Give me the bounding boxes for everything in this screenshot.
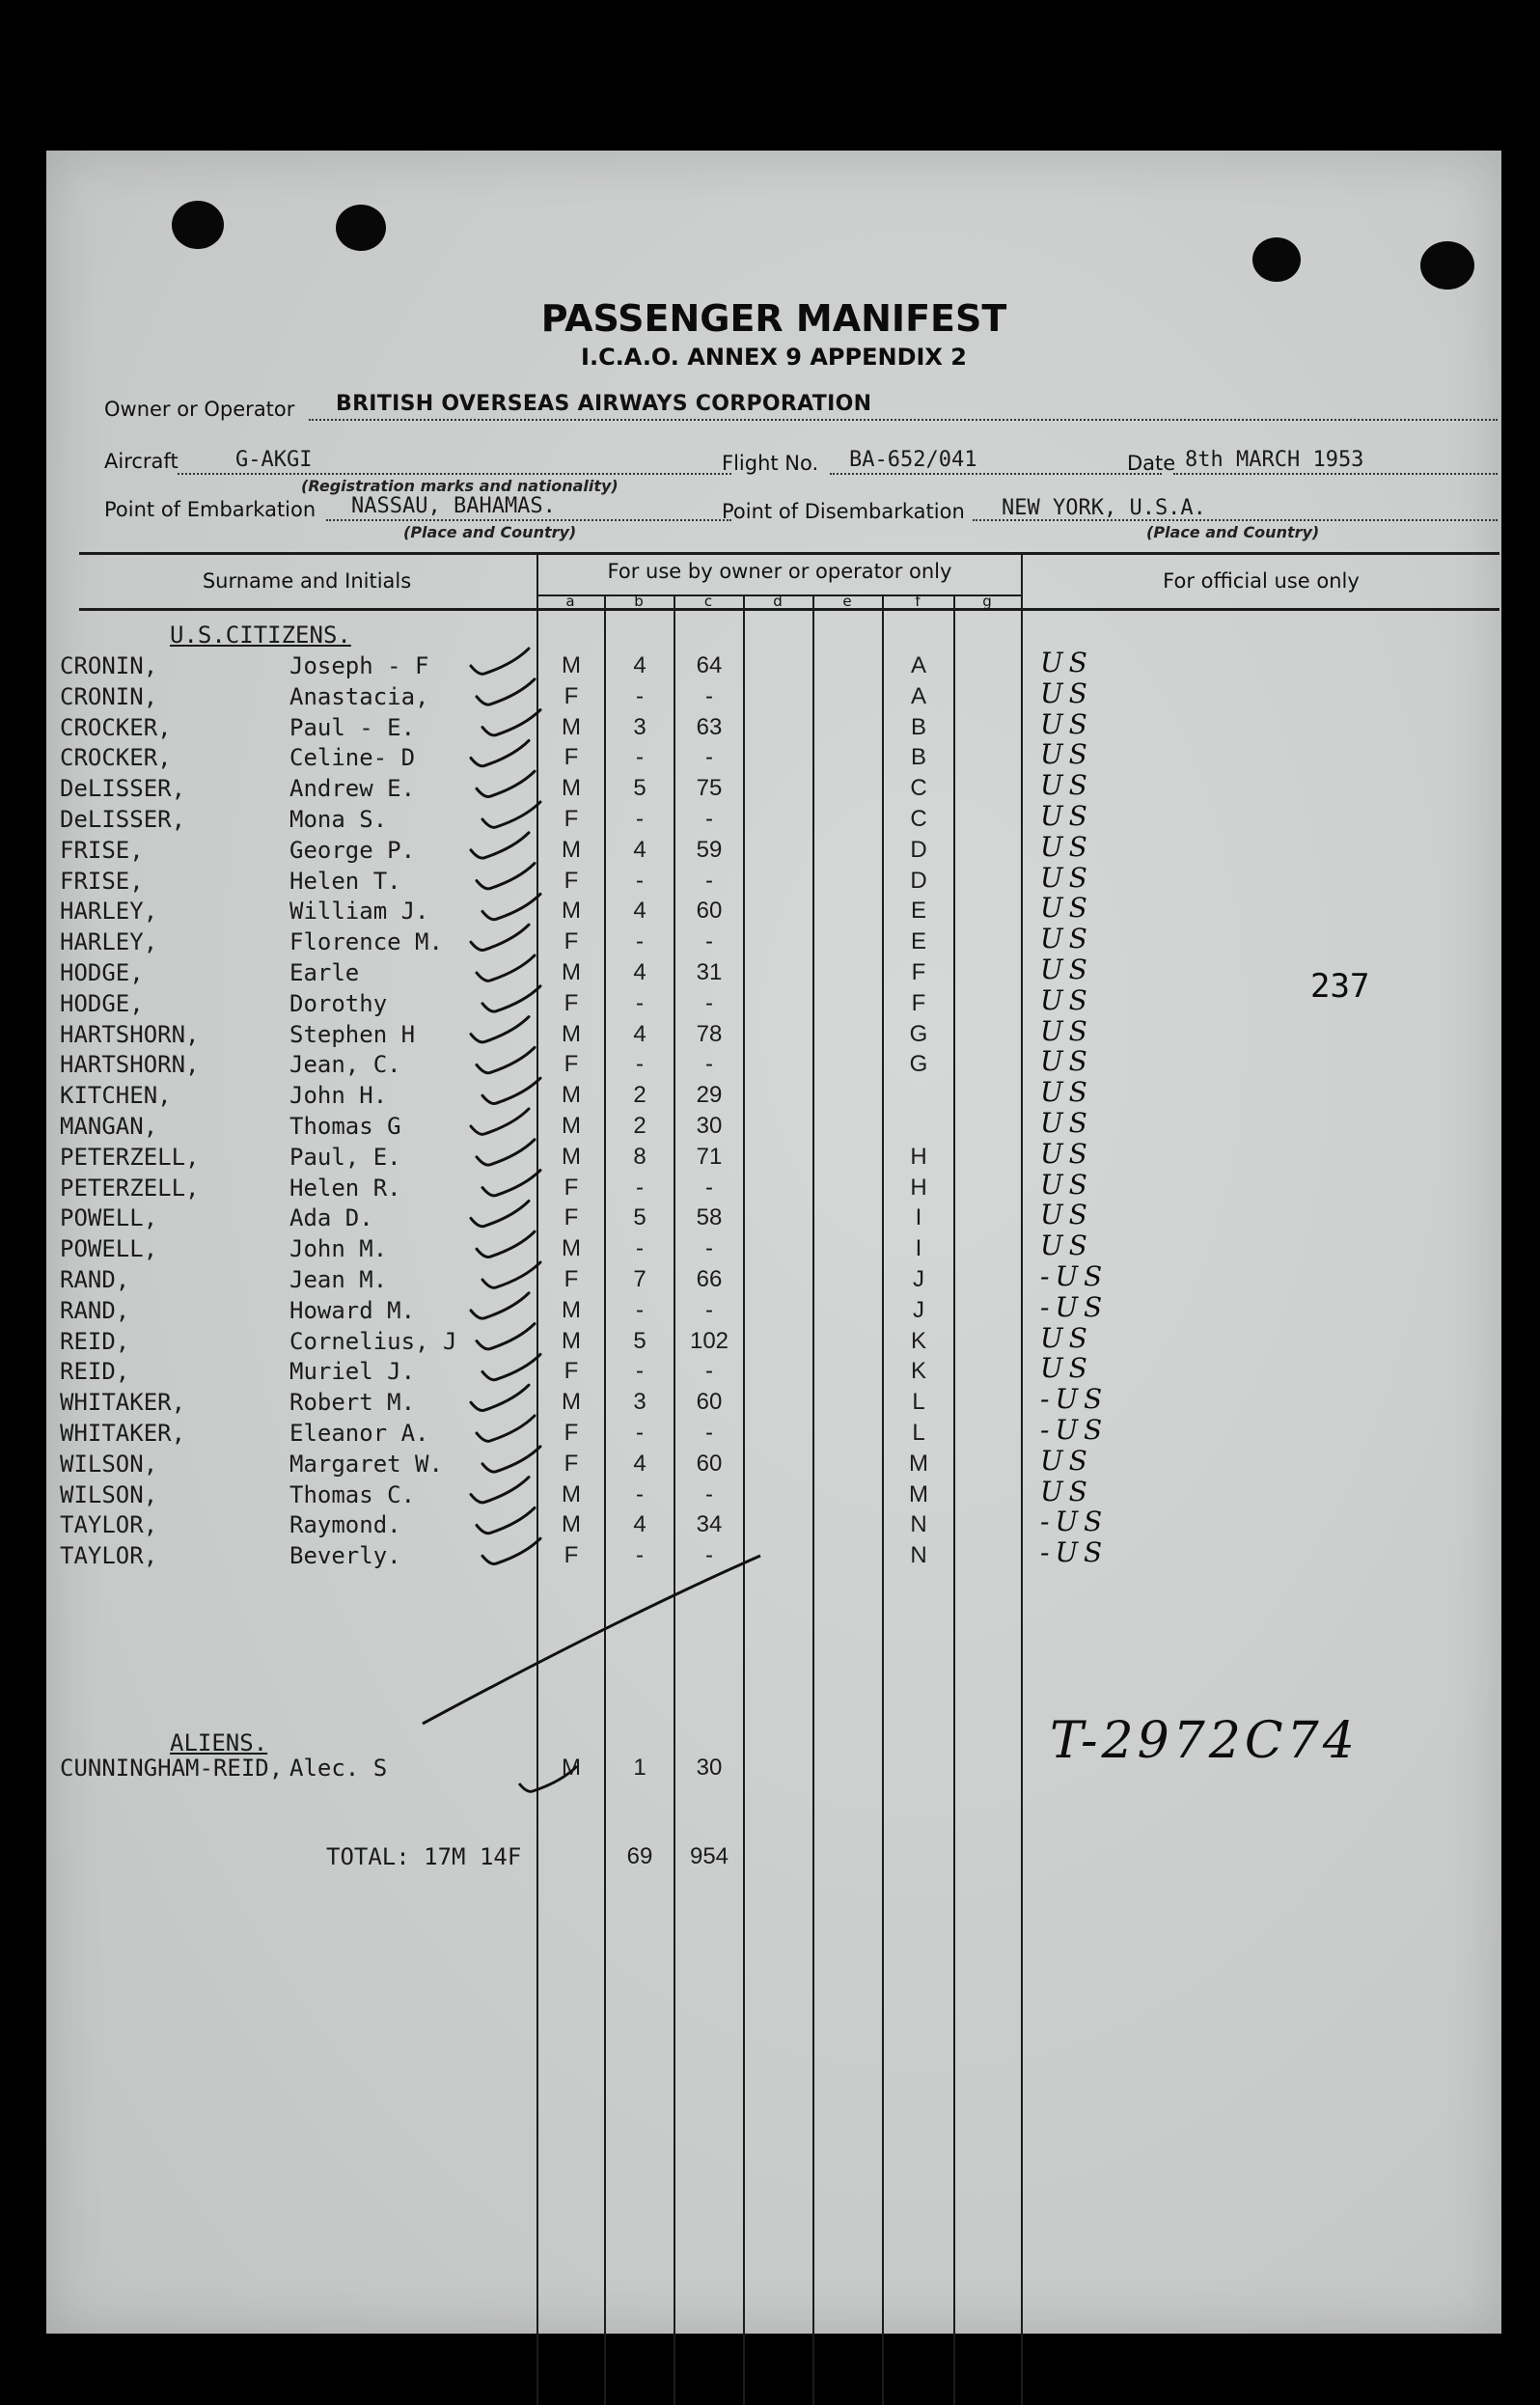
cell-given: Alec. S bbox=[289, 1755, 388, 1782]
tick-mark bbox=[477, 1231, 535, 1257]
cell-b: - bbox=[636, 1235, 644, 1262]
cell-a: F bbox=[564, 1542, 579, 1569]
tick-mark bbox=[471, 1017, 529, 1042]
cell-b: 5 bbox=[633, 1327, 646, 1354]
cell-c: 34 bbox=[696, 1511, 723, 1538]
cell-a: M bbox=[562, 1143, 581, 1170]
cell-surname: WILSON, bbox=[60, 1480, 158, 1508]
cell-official: US bbox=[1040, 923, 1093, 955]
document-title: PASSENGER MANIFEST bbox=[540, 297, 1007, 340]
disembark-note: (Place and Country) bbox=[1146, 523, 1320, 541]
date-label: Date bbox=[1127, 452, 1176, 475]
cell-given: George P. bbox=[289, 836, 416, 864]
cell-surname: HODGE, bbox=[60, 959, 144, 986]
cell-c: 29 bbox=[696, 1082, 723, 1109]
cell-given: John M. bbox=[289, 1235, 388, 1263]
cell-surname: HARLEY, bbox=[60, 898, 158, 926]
cell-surname: PETERZELL, bbox=[60, 1174, 200, 1202]
cell-a: F bbox=[564, 867, 579, 894]
strike-slash bbox=[423, 1556, 760, 1724]
cell-a: M bbox=[562, 1389, 581, 1416]
cell-b: - bbox=[636, 989, 644, 1016]
cell-f: D bbox=[910, 867, 927, 894]
subcol-b: b bbox=[634, 593, 644, 610]
cell-b: - bbox=[636, 806, 644, 832]
cell-official: US bbox=[1040, 647, 1093, 678]
cell-surname: PETERZELL, bbox=[60, 1143, 200, 1171]
cell-b: 5 bbox=[633, 1204, 646, 1231]
tick-mark bbox=[477, 1507, 535, 1533]
cell-c: - bbox=[705, 1358, 713, 1385]
cell-b: - bbox=[636, 682, 644, 709]
cell-official: -US bbox=[1040, 1414, 1109, 1446]
cell-surname: CRONIN, bbox=[60, 682, 158, 710]
cell-official: US bbox=[1040, 861, 1093, 894]
cell-f: B bbox=[910, 713, 926, 740]
cell-a: M bbox=[562, 1755, 581, 1781]
manifest-sheet bbox=[46, 151, 1501, 2334]
cell-given: Florence M. bbox=[289, 928, 443, 956]
cell-a: F bbox=[564, 1420, 579, 1446]
tick-mark bbox=[482, 802, 540, 827]
tick-mark bbox=[471, 1201, 529, 1226]
tick-mark bbox=[477, 1324, 535, 1349]
cell-surname: MANGAN, bbox=[60, 1113, 158, 1140]
cell-c: 31 bbox=[696, 959, 723, 985]
group-aliens-heading: ALIENS. bbox=[170, 1729, 268, 1756]
cell-f: M bbox=[909, 1480, 928, 1507]
cell-a: F bbox=[564, 744, 579, 771]
cell-c: - bbox=[705, 1420, 713, 1446]
tick-mark bbox=[477, 864, 535, 889]
subcol-c: c bbox=[703, 593, 713, 610]
cell-a: M bbox=[562, 1082, 581, 1109]
cell-official: US bbox=[1040, 1230, 1093, 1262]
cell-surname: WHITAKER, bbox=[60, 1420, 186, 1447]
cell-a: M bbox=[562, 1235, 581, 1262]
cell-given: Helen T. bbox=[289, 867, 401, 895]
cell-b: - bbox=[636, 1174, 644, 1201]
cell-given: Eleanor A. bbox=[289, 1420, 429, 1447]
cell-surname: HARLEY, bbox=[60, 928, 158, 956]
cell-c: 30 bbox=[696, 1755, 723, 1781]
cell-surname: WILSON, bbox=[60, 1450, 158, 1478]
cell-a: M bbox=[562, 1113, 581, 1139]
cell-f: G bbox=[909, 1051, 928, 1078]
cell-b: 2 bbox=[633, 1082, 646, 1109]
cell-f: B bbox=[910, 744, 926, 771]
cell-b: 5 bbox=[633, 775, 646, 802]
tick-mark bbox=[477, 955, 535, 981]
aircraft-value: G-AKGI bbox=[235, 448, 313, 472]
cell-c: 66 bbox=[696, 1266, 723, 1292]
cell-given: John H. bbox=[289, 1082, 388, 1110]
cell-c: - bbox=[705, 744, 713, 771]
cell-official: US bbox=[1040, 830, 1093, 863]
cell-official: -US bbox=[1040, 1383, 1109, 1416]
cell-a: F bbox=[564, 1204, 579, 1231]
cell-given: Andrew E. bbox=[289, 775, 416, 803]
cell-given: Dorothy bbox=[289, 989, 388, 1017]
cell-f: D bbox=[910, 836, 927, 863]
cell-a: F bbox=[564, 989, 579, 1016]
cell-a: F bbox=[564, 1450, 579, 1477]
embark-note: (Place and Country) bbox=[403, 523, 577, 541]
ink-marks bbox=[46, 151, 1501, 2334]
cell-given: Raymond. bbox=[289, 1511, 401, 1539]
cell-surname: HARTSHORN, bbox=[60, 1020, 200, 1048]
cell-b: - bbox=[636, 744, 644, 771]
cell-a: M bbox=[562, 959, 581, 985]
cell-c: - bbox=[705, 1235, 713, 1262]
cell-c: - bbox=[705, 1296, 713, 1323]
cell-b: 4 bbox=[633, 1511, 646, 1538]
cell-a: F bbox=[564, 1174, 579, 1201]
cell-surname: REID, bbox=[60, 1358, 130, 1386]
cell-b: - bbox=[636, 1542, 644, 1569]
cell-c: - bbox=[705, 1174, 713, 1201]
cell-surname: CRONIN, bbox=[60, 652, 158, 679]
aircraft-label: Aircraft bbox=[104, 450, 179, 473]
cell-given: Jean M. bbox=[289, 1266, 388, 1293]
cell-surname: CROCKER, bbox=[60, 713, 172, 741]
owner-value: BRITISH OVERSEAS AIRWAYS CORPORATION bbox=[336, 392, 872, 416]
cell-c: 71 bbox=[696, 1143, 723, 1170]
cell-f: I bbox=[915, 1204, 922, 1231]
cell-b: - bbox=[636, 867, 644, 894]
cell-b: 4 bbox=[633, 898, 646, 925]
cell-f: F bbox=[911, 989, 926, 1016]
cell-surname: POWELL, bbox=[60, 1235, 158, 1263]
cell-c: - bbox=[705, 1542, 713, 1569]
cell-given: Ada D. bbox=[289, 1204, 373, 1232]
cell-c: - bbox=[705, 1051, 713, 1078]
cell-c: 60 bbox=[696, 1450, 723, 1477]
tick-mark bbox=[519, 1766, 577, 1791]
cell-surname: FRISE, bbox=[60, 867, 144, 895]
cell-b: 3 bbox=[633, 1389, 646, 1416]
cell-a: M bbox=[562, 1511, 581, 1538]
cell-given: Cornelius, J bbox=[289, 1327, 457, 1355]
cell-a: M bbox=[562, 836, 581, 863]
cell-f: I bbox=[915, 1235, 922, 1262]
cell-official: -US bbox=[1040, 1290, 1109, 1323]
cell-given: Joseph - F bbox=[289, 652, 429, 679]
cell-official: US bbox=[1040, 1076, 1093, 1109]
cell-b: - bbox=[636, 1420, 644, 1446]
cell-b: 4 bbox=[633, 1020, 646, 1047]
cell-surname: POWELL, bbox=[60, 1204, 158, 1232]
cell-f: K bbox=[910, 1327, 926, 1354]
tick-mark bbox=[471, 649, 529, 674]
cell-b: 2 bbox=[633, 1113, 646, 1139]
cell-official: US bbox=[1040, 1107, 1093, 1139]
page-number: 237 bbox=[1310, 967, 1370, 1006]
cell-f: E bbox=[910, 928, 926, 955]
col-header-surname: Surname and Initials bbox=[202, 569, 412, 593]
cell-official: US bbox=[1040, 983, 1093, 1016]
tick-mark bbox=[471, 1293, 529, 1318]
tick-mark bbox=[482, 1538, 540, 1563]
cell-a: M bbox=[562, 713, 581, 740]
cell-f: A bbox=[910, 652, 926, 678]
cell-given: William J. bbox=[289, 898, 429, 926]
cell-surname: WHITAKER, bbox=[60, 1389, 186, 1417]
col-header-operator: For use by owner or operator only bbox=[607, 560, 952, 583]
tick-mark bbox=[477, 1140, 535, 1165]
cell-f: C bbox=[910, 806, 927, 832]
subcol-g: g bbox=[982, 593, 992, 610]
cell-c: 59 bbox=[696, 836, 723, 863]
flight-label: Flight No. bbox=[722, 452, 819, 475]
cell-a: F bbox=[564, 1358, 579, 1385]
cell-b: 8 bbox=[633, 1143, 646, 1170]
cell-c: 64 bbox=[696, 652, 723, 678]
tick-mark bbox=[471, 1478, 529, 1503]
tick-mark bbox=[477, 1047, 535, 1072]
cell-a: M bbox=[562, 1020, 581, 1047]
cell-b: - bbox=[636, 1296, 644, 1323]
tick-mark bbox=[477, 679, 535, 705]
flight-value: BA-652/041 bbox=[849, 448, 977, 472]
cell-given: Muriel J. bbox=[289, 1358, 416, 1386]
cell-official: US bbox=[1040, 1199, 1093, 1231]
cell-f: G bbox=[909, 1020, 928, 1047]
cell-f: F bbox=[911, 959, 926, 985]
cell-surname: CUNNINGHAM-REID, bbox=[60, 1755, 284, 1782]
cell-given: Anastacia, bbox=[289, 682, 429, 710]
cell-given: Celine- D bbox=[289, 744, 416, 772]
tick-mark bbox=[482, 1447, 540, 1472]
disembark-label: Point of Disembarkation bbox=[722, 500, 965, 523]
cell-given: Jean, C. bbox=[289, 1051, 401, 1079]
cell-official: US bbox=[1040, 1321, 1093, 1354]
cell-official: US bbox=[1040, 1045, 1093, 1078]
tick-mark bbox=[477, 1416, 535, 1441]
embark-value: NASSAU, BAHAMAS. bbox=[351, 494, 556, 518]
cell-official: US bbox=[1040, 769, 1093, 802]
owner-label: Owner or Operator bbox=[104, 398, 295, 421]
cell-official: US bbox=[1040, 1137, 1093, 1170]
cell-official: US bbox=[1040, 707, 1093, 740]
cell-f: J bbox=[913, 1266, 924, 1292]
cell-b: 7 bbox=[633, 1266, 646, 1292]
cell-f: N bbox=[910, 1511, 927, 1538]
cell-surname: CROCKER, bbox=[60, 744, 172, 772]
cell-official: US bbox=[1040, 892, 1093, 925]
cell-f: H bbox=[910, 1174, 927, 1201]
cell-f: C bbox=[910, 775, 927, 802]
subcol-a: a bbox=[565, 593, 575, 610]
cell-b: 3 bbox=[633, 713, 646, 740]
tick-mark bbox=[482, 1171, 540, 1196]
cell-surname: DeLISSER, bbox=[60, 775, 186, 803]
cell-a: M bbox=[562, 1296, 581, 1323]
tick-mark bbox=[482, 710, 540, 735]
cell-b: 4 bbox=[633, 836, 646, 863]
cell-given: Thomas C. bbox=[289, 1480, 416, 1508]
cell-a: F bbox=[564, 682, 579, 709]
cell-c: 63 bbox=[696, 713, 723, 740]
cell-surname: FRISE, bbox=[60, 836, 144, 864]
cell-a: F bbox=[564, 1051, 579, 1078]
cell-f: A bbox=[910, 682, 926, 709]
cell-given: Howard M. bbox=[289, 1296, 416, 1324]
cell-given: Mona S. bbox=[289, 806, 388, 833]
embark-label: Point of Embarkation bbox=[104, 498, 316, 521]
cell-a: F bbox=[564, 1266, 579, 1292]
cell-c: 58 bbox=[696, 1204, 723, 1231]
cell-official: -US bbox=[1040, 1260, 1109, 1292]
cell-official: US bbox=[1040, 1444, 1093, 1477]
cell-official: US bbox=[1040, 1168, 1093, 1201]
cell-c: - bbox=[705, 867, 713, 894]
cell-a: F bbox=[564, 806, 579, 832]
cell-c: 102 bbox=[689, 1327, 729, 1354]
cell-f: J bbox=[913, 1296, 924, 1323]
tick-mark bbox=[471, 833, 529, 858]
cell-c: 60 bbox=[696, 898, 723, 925]
cell-c: - bbox=[705, 1480, 713, 1507]
date-value: 8th MARCH 1953 bbox=[1185, 448, 1364, 472]
tick-mark bbox=[477, 771, 535, 796]
cell-surname: HODGE, bbox=[60, 989, 144, 1017]
tick-mark bbox=[471, 1109, 529, 1134]
cell-official: -US bbox=[1040, 1536, 1109, 1569]
cell-given: Thomas G bbox=[289, 1113, 401, 1140]
cell-c: - bbox=[705, 682, 713, 709]
cell-surname: TAYLOR, bbox=[60, 1542, 158, 1570]
document-subtitle: I.C.A.O. ANNEX 9 APPENDIX 2 bbox=[581, 344, 967, 371]
cell-b: - bbox=[636, 1480, 644, 1507]
cell-b: 4 bbox=[633, 1450, 646, 1477]
tick-mark bbox=[482, 1354, 540, 1379]
cell-official: US bbox=[1040, 677, 1093, 709]
cell-official: US bbox=[1040, 800, 1093, 832]
cell-a: M bbox=[562, 775, 581, 802]
group-citizens-heading: U.S.CITIZENS. bbox=[170, 622, 351, 649]
cell-given: Robert M. bbox=[289, 1389, 416, 1417]
total-c: 954 bbox=[689, 1843, 729, 1869]
cell-surname: DeLISSER, bbox=[60, 806, 186, 833]
cell-a: M bbox=[562, 898, 581, 925]
cell-f: M bbox=[909, 1450, 928, 1477]
cell-given: Beverly. bbox=[289, 1542, 401, 1570]
cell-given: Paul, E. bbox=[289, 1143, 401, 1171]
tick-mark bbox=[471, 740, 529, 765]
cell-surname: KITCHEN, bbox=[60, 1082, 172, 1110]
subcol-d: d bbox=[773, 593, 783, 610]
cell-f: N bbox=[910, 1542, 927, 1569]
cell-f: E bbox=[910, 898, 926, 925]
cell-official: US bbox=[1040, 1475, 1093, 1507]
disembark-value: NEW YORK, U.S.A. bbox=[1002, 496, 1206, 520]
cell-a: M bbox=[562, 1327, 581, 1354]
cell-f: L bbox=[912, 1420, 925, 1446]
cell-a: F bbox=[564, 928, 579, 955]
cell-f: L bbox=[912, 1389, 925, 1416]
tick-mark bbox=[471, 1385, 529, 1410]
subcol-e: e bbox=[842, 593, 852, 610]
total-b: 69 bbox=[626, 1843, 653, 1869]
cell-given: Paul - E. bbox=[289, 713, 416, 741]
tick-mark bbox=[482, 986, 540, 1011]
cell-official: US bbox=[1040, 1014, 1093, 1047]
cell-c: 75 bbox=[696, 775, 723, 802]
cell-b: - bbox=[636, 1358, 644, 1385]
cell-official: -US bbox=[1040, 1506, 1109, 1538]
cell-b: 4 bbox=[633, 959, 646, 985]
cell-surname: HARTSHORN, bbox=[60, 1051, 200, 1079]
aircraft-note: (Registration marks and nationality) bbox=[301, 477, 619, 495]
cell-surname: TAYLOR, bbox=[60, 1511, 158, 1539]
total-label: TOTAL: 17M 14F bbox=[326, 1843, 522, 1870]
cell-surname: RAND, bbox=[60, 1266, 130, 1293]
cell-a: M bbox=[562, 1480, 581, 1507]
cell-surname: REID, bbox=[60, 1327, 130, 1355]
file-reference: T-2972C74 bbox=[1050, 1712, 1359, 1770]
cell-given: Margaret W. bbox=[289, 1450, 443, 1478]
cell-f: K bbox=[910, 1358, 926, 1385]
subcol-f: f bbox=[915, 593, 921, 610]
cell-c: 60 bbox=[696, 1389, 723, 1416]
col-header-official: For official use only bbox=[1163, 569, 1360, 593]
cell-f: H bbox=[910, 1143, 927, 1170]
cell-c: - bbox=[705, 989, 713, 1016]
tick-mark bbox=[482, 894, 540, 919]
cell-official: US bbox=[1040, 1352, 1093, 1385]
cell-surname: RAND, bbox=[60, 1296, 130, 1324]
tick-mark bbox=[482, 1262, 540, 1287]
cell-b: 1 bbox=[633, 1755, 646, 1781]
cell-c: 30 bbox=[696, 1113, 723, 1139]
cell-c: - bbox=[705, 928, 713, 955]
cell-official: US bbox=[1040, 954, 1093, 985]
cell-a: M bbox=[562, 652, 581, 678]
cell-given: Earle bbox=[289, 959, 360, 986]
cell-given: Helen R. bbox=[289, 1174, 401, 1202]
tick-mark bbox=[482, 1078, 540, 1103]
cell-c: 78 bbox=[696, 1020, 723, 1047]
cell-b: - bbox=[636, 928, 644, 955]
cell-b: - bbox=[636, 1051, 644, 1078]
cell-given: Stephen H bbox=[289, 1020, 416, 1048]
cell-b: 4 bbox=[633, 652, 646, 678]
tick-mark bbox=[471, 925, 529, 950]
cell-official: US bbox=[1040, 738, 1093, 771]
cell-c: - bbox=[705, 806, 713, 832]
